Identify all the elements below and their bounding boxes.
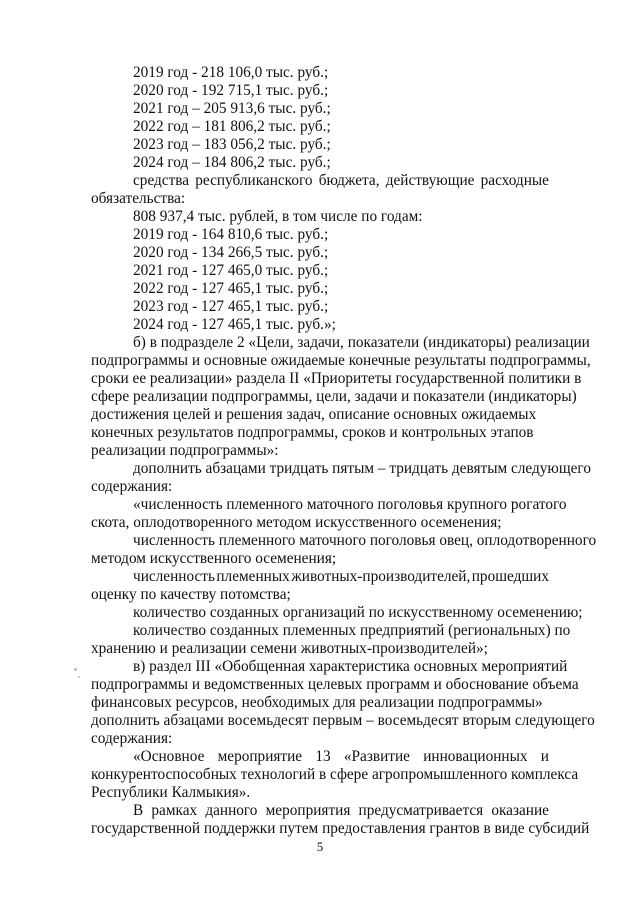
text-line: дополнить абзацами восемьдесят первым – восемьдесят вторым следующего (91, 712, 595, 729)
text-line: реализации подпрограммы»: (91, 442, 279, 459)
amount-line: 2020 год - 134 266,5 тыс. руб.; (133, 244, 329, 261)
amount-line: 2024 год – 184 806,2 тыс. руб.; (133, 154, 331, 171)
text-line: обязательства: (91, 190, 186, 207)
text-line: конечных результатов подпрограммы, сроков и контрольных этапов (91, 424, 534, 441)
text-line: достижения целей и решения задач, описание основных ожидаемых (91, 406, 537, 423)
amount-line: 2021 год - 127 465,0 тыс. руб.; (133, 262, 329, 279)
justified-line: В рамках данного мероприятия предусматривается оказание (133, 802, 549, 819)
text-line: подпрограммы и ведомственных целевых программ и обоснование объема (91, 676, 579, 693)
text-line: оценку по качеству потомства; (91, 586, 291, 603)
amount-line: 2020 год - 192 715,1 тыс. руб.; (133, 82, 329, 99)
text-line: скота, оплодотворенного методом искусственного осеменения; (91, 514, 502, 531)
text-line: методом искусственного осеменения; (91, 550, 337, 567)
text-line: сроки ее реализации» раздела II «Приоритеты государственной политики в (91, 370, 582, 387)
text-line: б) в подразделе 2 «Цели, задачи, показатели (индикаторы) реализации (133, 334, 590, 351)
text-line: в) раздел III «Обобщенная характеристика основных мероприятий (133, 658, 568, 675)
text-line: количество созданных организаций по искусственному осеменению; (133, 604, 583, 621)
text-line: Республики Калмыкия». (91, 784, 251, 801)
text-line: сфере реализации подпрограммы, цели, задачи и показатели (индикаторы) (91, 388, 577, 405)
amount-line: 2019 год - 164 810,6 тыс. руб.; (133, 226, 329, 243)
total-line: 808 937,4 тыс. рублей, в том числе по годам: (133, 208, 423, 225)
text-line: подпрограммы и основные ожидаемые конечные результаты подпрограммы, (91, 352, 591, 369)
republic-budget-line: средства республиканского бюджета, действующие расходные (133, 172, 549, 189)
text-line: содержания: (91, 730, 173, 747)
page-number: 5 (316, 839, 324, 854)
text-line: дополнить абзацами тридцать пятым – тридцать девятым следующего (133, 460, 591, 477)
justified-line: численность племенных животных-производителей, прошедших (133, 568, 549, 585)
amount-line: 2022 год - 127 465,1 тыс. руб.; (133, 280, 329, 297)
amount-line: 2023 год - 127 465,1 тыс. руб.; (133, 298, 329, 315)
text-line: численность племенного маточного поголовья овец, оплодотворенного (133, 532, 597, 549)
amount-line: 2022 год – 181 806,2 тыс. руб.; (133, 118, 331, 135)
text-line: хранению и реализации семени животных-производителей»; (91, 640, 488, 657)
amount-line: 2024 год - 127 465,1 тыс. руб.»; (133, 316, 336, 333)
text-line: содержания: (91, 478, 173, 495)
text-line: «численность племенного маточного поголовья крупного рогатого (133, 496, 567, 513)
text-line: финансовых ресурсов, необходимых для реализации подпрограммы» (91, 694, 543, 711)
amount-line: 2019 год - 218 106,0 тыс. руб.; (133, 64, 329, 81)
scan-speck (78, 676, 80, 678)
text-line: количество созданных племенных предприятий (региональных) по (133, 622, 571, 639)
scan-speck (74, 668, 77, 671)
amount-line: 2021 год – 205 913,6 тыс. руб.; (133, 100, 331, 117)
text-line: государственной поддержки путем предоставления грантов в виде субсидий (91, 820, 590, 837)
amount-line: 2023 год – 183 056,2 тыс. руб.; (133, 136, 331, 153)
text-line: конкурентоспособных технологий в сфере агропромышленного комплекса (91, 766, 579, 783)
justified-line: «Основное мероприятие 13 «Развитие инновационных и (133, 748, 549, 765)
